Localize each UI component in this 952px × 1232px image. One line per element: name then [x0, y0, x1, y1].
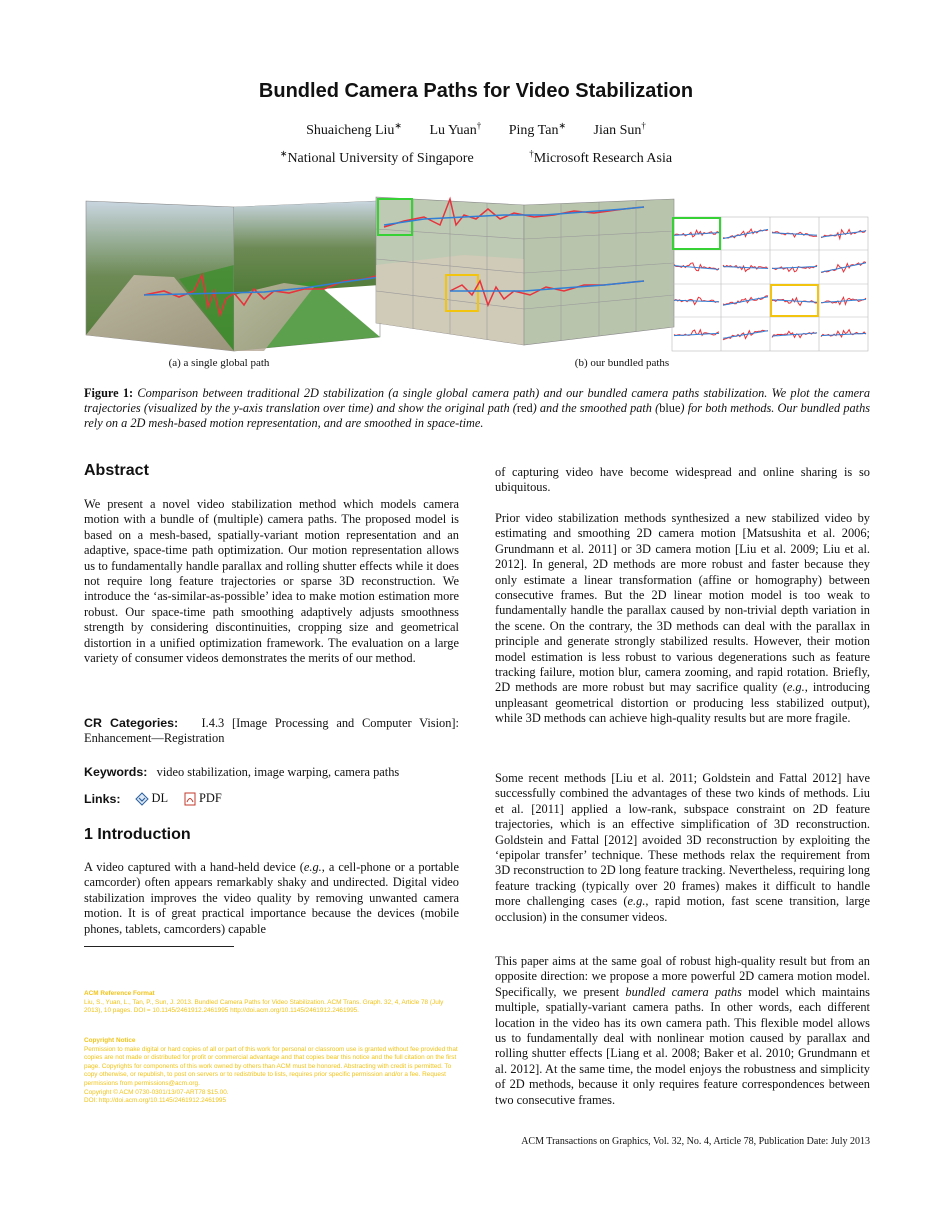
- frame-a-right: [234, 201, 380, 351]
- pdf-link[interactable]: PDF: [184, 791, 222, 806]
- author: Shuaicheng Liu∗: [306, 120, 402, 138]
- intro-paragraph-3: Some recent methods [Liu et al. 2011; Goldstein and Fattal 2012] have successfully combined the advantages of these two kinds of methods. Liu et al. [2011] applied a low-rank, subspace constraint on 2D feature trajectories, which is an effective simplification of 3D reconstruction. Goldstein and Fattal [2012] avoided 3D reconstruction by exploiting the ‘epipolar transfer’ technique. These methods relax the requirement from 3D reconstruction to 2D long feature tracking. Nevertheless, requiring long feature tracking (typically over 20 frames) makes it difficult to handle more challenging cases (e.g., rapid motion, fast scene transition, large occlusion) in the consumer videos.: [495, 771, 871, 924]
- keywords: Keywords: video stabilization, image warping, camera paths: [84, 765, 400, 779]
- intro-paragraph-4: This paper aims at the same goal of robust high-quality result but from an opposite direction: we propose a more powerful 2D camera motion model. Specifically, we present bundled camera paths model which maintains multiple, spatially-variant camera paths. In other words, each different location in the video has its own camera path. This flexible model allows us to fundamentally deal with nonlinear motion caused by parallax and rolling shutter effects [Liang et al. 2008; Baker et al. 2010; Grundmann et al. 2012]. At the same time, the model enjoys the robustness and simplicity of 2D methods, because it only requires feature correspondences between two consecutive frames.: [495, 954, 870, 1107]
- intro-paragraph-2: Prior video stabilization methods synthesized a new stabilized video by estimating and smoothing 2D camera motion [Matsushita et al. 2006; Grundmann et al. 2011] or 3D camera motion [Liu et al. 2009; Liu et al. 2012]. In general, 2D methods are more robust and faster because they only estimate a linear transformation (affine or homography) between consecutive frames. But the 2D linear motion model is too weak to fundamentally handle the parallax caused by non-trivial depth variation in the scene. On the contrary, the 3D methods can deal with the parallax in principle and generate strongly stabilized results. However, their motion model estimation is less robust to various degenerations such as feature tracking failure, motion blur, camera zooming, and rapid rotation. Briefly, 2D methods are more robust but may sacrifice quality (e.g., introducing unpleasant geometrical distortion or producing less stabilized output), while 3D methods can achieve high-quality results but are more fragile.: [495, 511, 870, 726]
- grid-original-path: [674, 263, 719, 271]
- cr-categories: CR Categories: I.4.3 [Image Processing and Computer Vision]: Enhancement—Registration: [84, 716, 459, 746]
- paper-title: Bundled Camera Paths for Video Stabilization: [258, 80, 694, 102]
- abstract-text: We present a novel video stabilization method which models camera motion with a bundle of (multiple) camera paths. The proposed model is based on a mesh-based, spatially-variant motion representation and an adaptive, space-time path optimization. Our motion representation allows us to fundamentally handle parallax and rolling shutter effects while it does not require long feature trajectories or sparse 3D reconstruction. We introduce the ‘as-similar-as-possible’ idea to make motion estimation more robust. Our space-time path smoothing adaptively adjusts smoothness strength by considering discontinuities, cropping size and geometrical distortion in a unified optimization framework. The evaluation on a large variety of consumer videos demonstrates the merits of our method.: [84, 497, 459, 666]
- affiliation: ∗National University of Singapore: [279, 148, 474, 166]
- copyright-notice: Copyright Notice Permission to make digital or hard copies of all or part of this work for personal or classroom use is granted without fee provided that copies are not made or distributed for profit or commercial advantage and that copies bear this notice and the full citation on the first page. Copyrights for components of this work owned by others than ACM must be honored. Abstracting with credit is permitted. To copy otherwise, or republish, to post on servers or to redistribute to lists, requires prior specific permission and/or a fee. Request permissions from permissions@acm.org. Copyright © ACM 0730-0301/13/07-ART78 $15.00. DOI: http://doi.acm.org/10.1145/2461912.2461995: [84, 1037, 458, 1105]
- intro-paragraph-1-continued: of capturing video have become widespread and online sharing is so ubiquitous.: [495, 465, 870, 495]
- subcaption-a: (a) a single global path: [168, 357, 270, 369]
- footnote-rule: [84, 946, 234, 947]
- affiliation-list: [0, 148, 952, 167]
- acm-reference: ACM Reference Format Liu, S., Yuan, L., Tan, P., Sun, J. 2013. Bundled Camera Paths for Video Stabilization. ACM Trans. Graph. 32, 4, Article 78 (July 2013), 10 pages. DOI = 10.1145/2461912.2461995 http://doi.acm.org/10.1145/2461912.2461995.: [84, 990, 444, 1015]
- author: Jian Sun†: [593, 120, 646, 138]
- grid-smoothed-path: [674, 233, 719, 236]
- figure-1: [84, 195, 870, 355]
- author-list: [0, 120, 952, 139]
- intro-heading: 1 Introduction: [84, 826, 191, 843]
- links: Links: DL PDF: [84, 791, 222, 806]
- figure-caption: Figure 1: Comparison between traditional 2D stabilization (a single global camera path) and our bundled camera paths stabilization. We plot the camera trajectories (visualized by the y-axis translation over time) and show the original path (red) and the smoothed path (blue) for both methods. Our bundled paths rely on a 2D mesh-based motion representation, and are smoothed in space-time.: [84, 386, 871, 430]
- dl-icon: [135, 792, 149, 806]
- frame-b-left: [376, 197, 524, 345]
- grid-original-path: [723, 296, 768, 305]
- affiliation: †Microsoft Research Asia: [529, 148, 673, 166]
- author: Lu Yuan†: [429, 120, 482, 138]
- intro-paragraph-1: A video captured with a hand-held device (e.g., a cell-phone or a portable camcorder) often appears remarkably shaky and undirected. Digital video stabilization improves the video quality by removing unwanted camera motion. It is of great practical importance because the devices (mobile phones, tablets, camcorders) capable: [84, 860, 459, 936]
- author: Ping Tan∗: [508, 120, 567, 138]
- frame-b-right: [524, 199, 674, 345]
- dl-link[interactable]: DL: [135, 791, 169, 806]
- abstract-heading: Abstract: [84, 462, 149, 479]
- grid-smoothed-path: [772, 233, 817, 235]
- pdf-icon: [184, 792, 196, 806]
- subcaption-b: (b) our bundled paths: [574, 357, 670, 369]
- page-footer: ACM Transactions on Graphics, Vol. 32, No. 4, Article 78, Publication Date: July 2013: [521, 1136, 870, 1147]
